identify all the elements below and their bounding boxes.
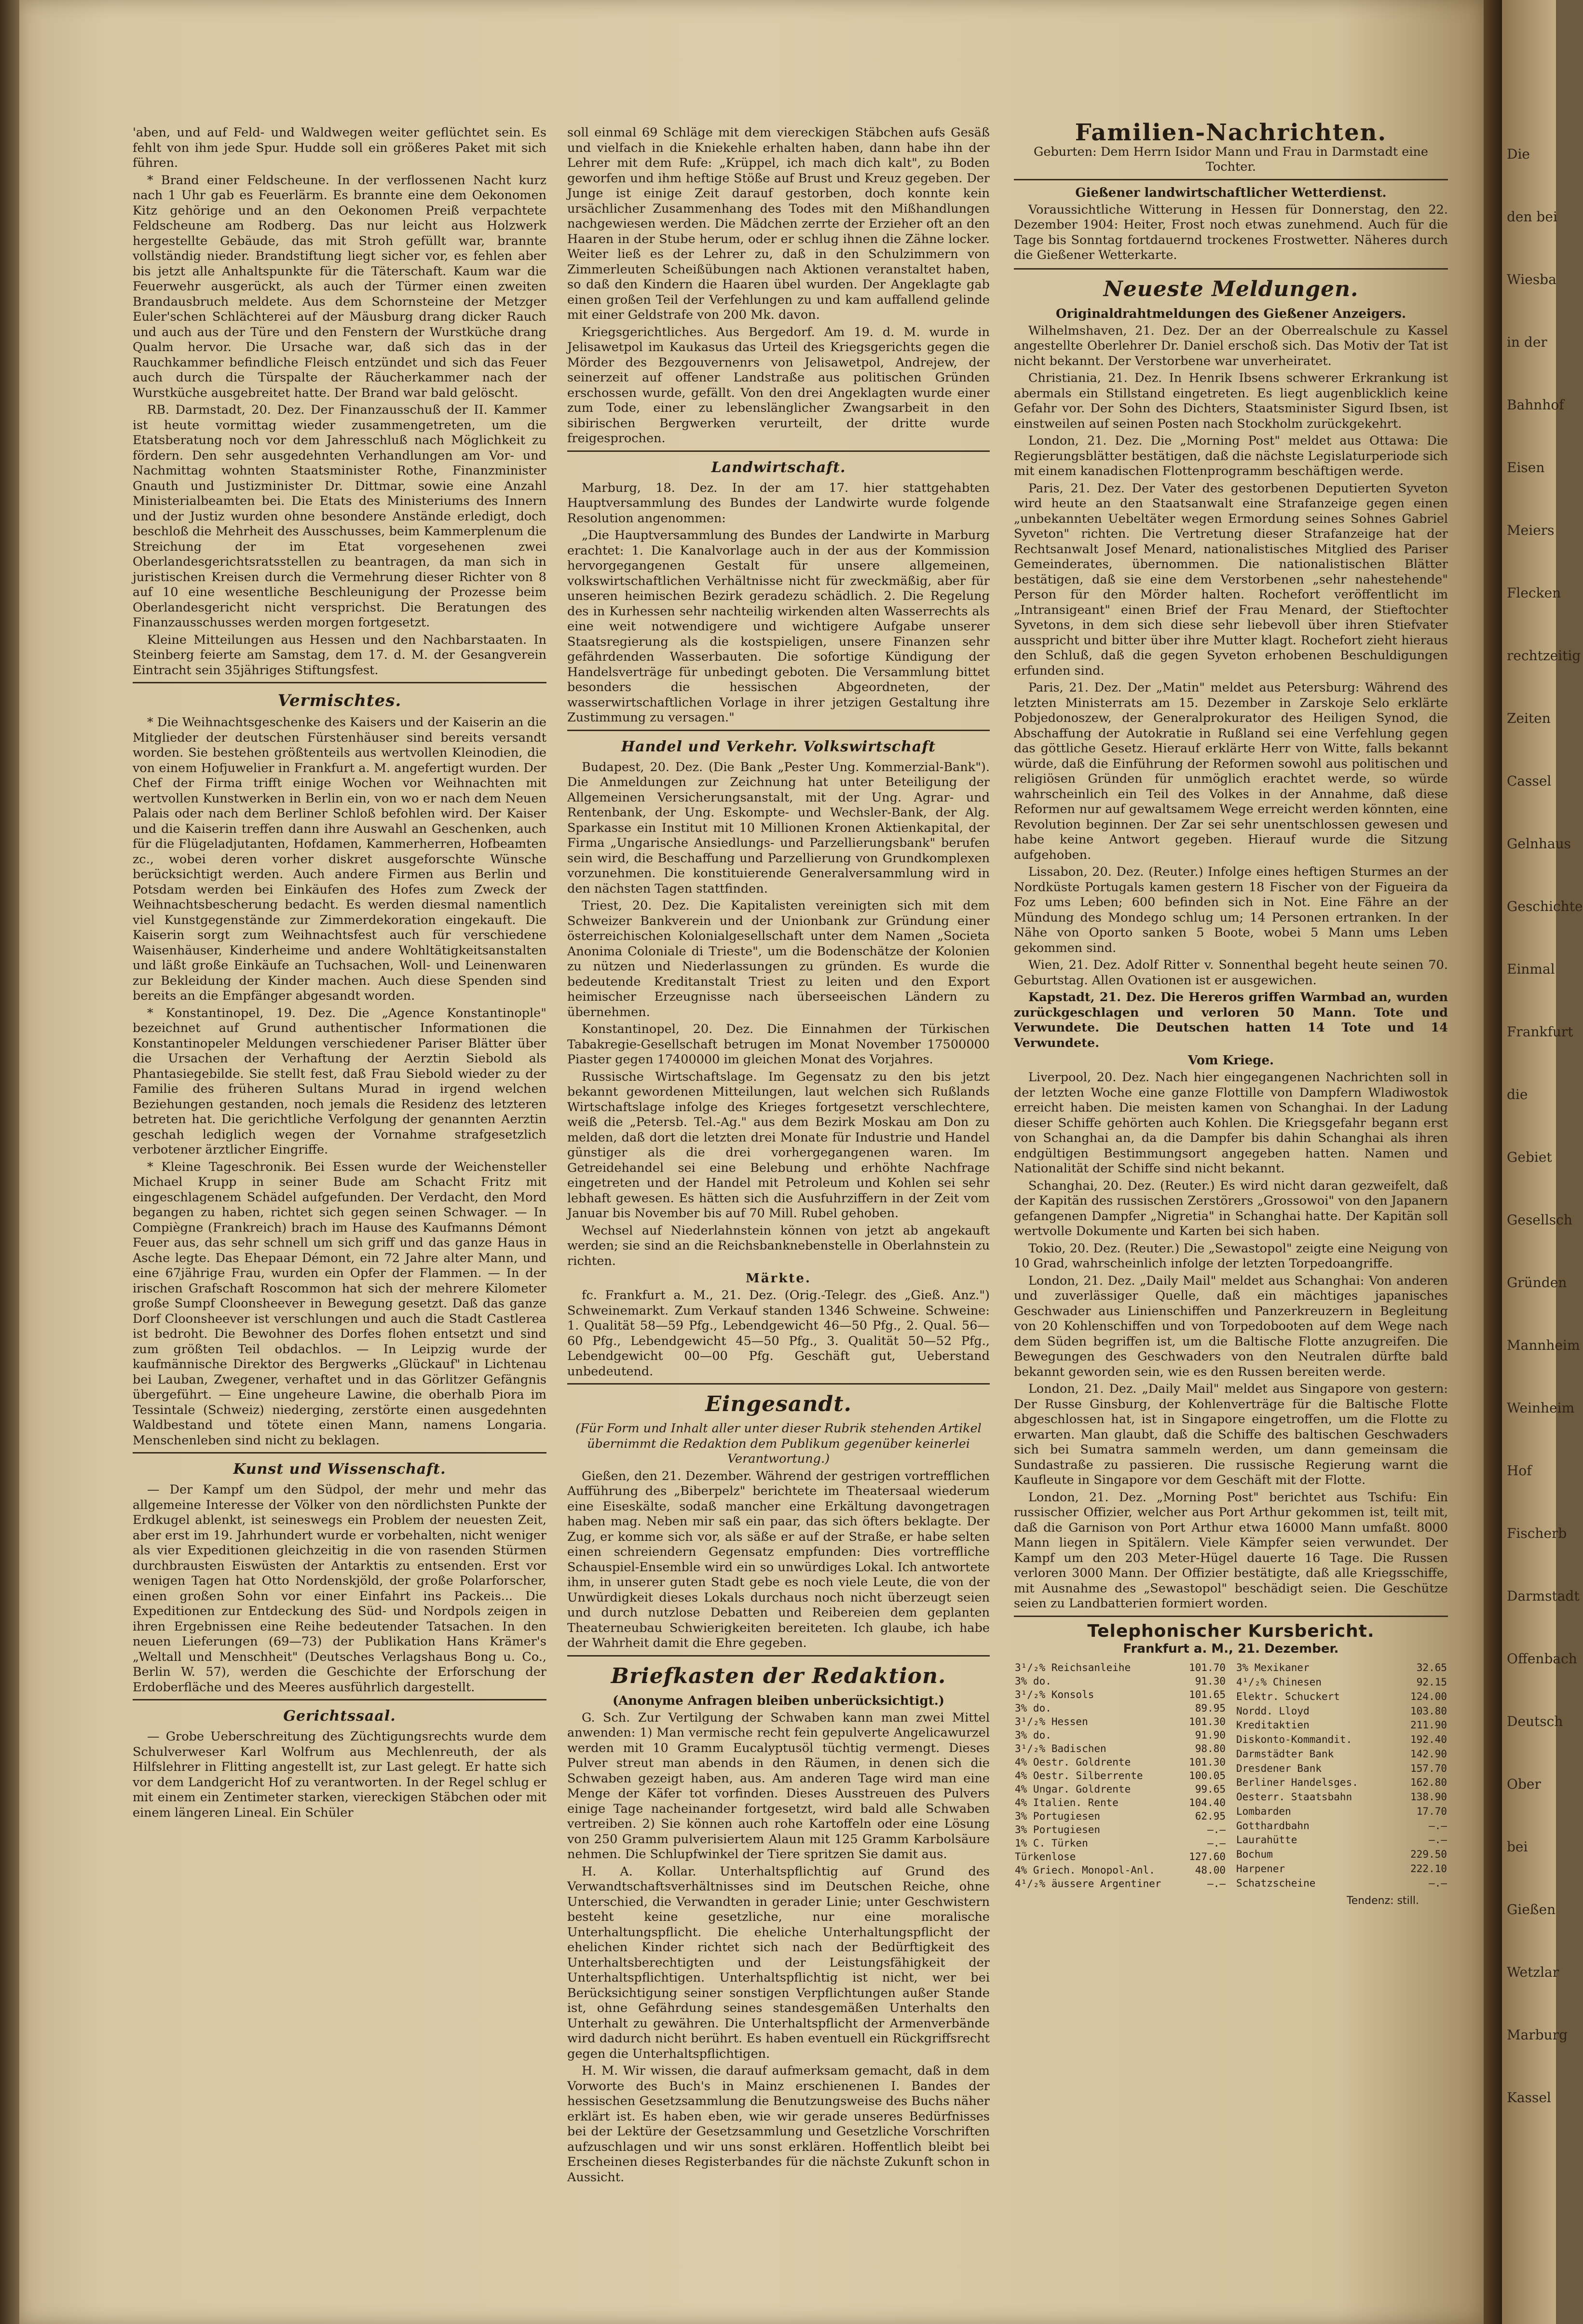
column-1 bbox=[133, 125, 546, 2286]
eingesandt-disclaimer: (Für Form und Inhalt aller unter dieser Rubrik stehenden Artikel übernimmt die Redaktion dem Publikum gegenüber keinerlei Verantwortung.) bbox=[575, 1421, 982, 1466]
news-paris-matin: Paris, 21. Dez. Der „Matin" meldet aus Petersburg: Während des letzten Ministerrats am 15. Dezember in Zarskoje Selo erklärte Pobjedonoszew, der Generalprokurator des Heiligen Synod, die Abschaffung der Autokratie in Rußland sei eine Verfehlung gegen das göttliche Gesetz. Hierauf erklärte Herr von Witte, falls bekannt würde, daß die Einführung der Reformen sowohl aus politischen und religiösen Gründen für unmöglich erachtet werde, so würde wahrscheinlich ein Teil des Volkes in der Annahme, daß diese Reformen nur auf gewaltsamem Wege erreicht werden könnten, eine Revolution beginnen. Der Zar sei sehr unentschlossen gewesen und habe keine Antwort gegeben. Hierauf wurde die Sitzung aufgehoben. bbox=[1014, 680, 1448, 862]
stock-name: Darmstädter Bank bbox=[1236, 1748, 1334, 1760]
stock-row bbox=[1235, 1661, 1448, 1675]
stock-row bbox=[1235, 1876, 1448, 1890]
article-marburg: Marburg, 18. Dez. In der am 17. hier stattgehabten Hauptversammlung des Bundes der Landwirte wurde folgende Resolution angenommen: bbox=[567, 480, 990, 526]
stock-name: 4% Oestr. Goldrente bbox=[1015, 1756, 1131, 1768]
stock-price: 92.15 bbox=[1416, 1676, 1447, 1688]
column-3 bbox=[1014, 119, 1448, 2286]
stock-price: 17.70 bbox=[1416, 1805, 1447, 1817]
stock-price: 48.00 bbox=[1195, 1864, 1226, 1876]
stock-row bbox=[1014, 1769, 1227, 1782]
stock-row bbox=[1014, 1728, 1227, 1742]
section-heading-gerichtssaal: Gerichtssaal. bbox=[283, 1708, 396, 1725]
article-kriegsgericht: Kriegsgerichtliches. Aus Bergedorf. Am 19. d. M. wurde in Jelisawetpol im Kaukasus das Urteil des Kriegsgerichts gegen die Mörder des Bezgouvernenrs von Jelisawetpol, Andrejew, der seinerzeit auf offener Landstraße aus politischen Gründen erschossen wurde, gefällt. Von den drei Angeklagten wurde einer zum Tode, einer zu lebenslänglicher Zwangsarbeit in den sibirischen Bergwerken verurteilt, der dritte wurde freigesprochen. bbox=[567, 325, 990, 446]
stock-name: Gotthardbahn bbox=[1236, 1820, 1310, 1832]
stock-price: 91.30 bbox=[1195, 1675, 1226, 1687]
adjacent-page-fragment: den bei bbox=[1507, 209, 1557, 225]
adjacent-page-fragment: Deutsch bbox=[1507, 1713, 1563, 1729]
news-lissabon: Lissabon, 20. Dez. (Reuter.) Infolge eines heftigen Sturmes an der Nordküste Portugals kamen gestern 18 Fischer von der Figueira da Foz ums Leben; 600 befinden sich in Not. Eine Fähre an der Mündung des Mondego schlug um; 14 Personen ertranken. In der Nähe von Oporto sanken 5 Boote, wobei 5 Mann ums Leben gekommen sind. bbox=[1014, 865, 1448, 955]
stock-row bbox=[1014, 1809, 1227, 1823]
news-london-ottawa: London, 21. Dez. Die „Morning Post" meldet aus Ottawa: Die Regierungsblätter bestätigen, daß die nächste Legislaturperiode sich mit einem kanadischen Flottenprogramm beschäftigen werde. bbox=[1014, 434, 1448, 478]
stock-row bbox=[1014, 1796, 1227, 1809]
stock-price: 142.90 bbox=[1410, 1748, 1447, 1760]
stock-name: 3% Mexikaner bbox=[1236, 1662, 1310, 1674]
stock-row bbox=[1014, 1755, 1227, 1769]
article-unterhalt: H. A. Kollar. Unterhaltspflichtig auf Grund des Verwandtschaftsverhältnisses sind im Deutschen Reiche, ohne Unterschied, die Verwandten in gerader Linie; unter Geschwistern besteht keine gesetzliche, nur eine moralische Unterhaltungspflicht. Die eheliche Unterhaltungspflicht der ehelichen Kinder richtet sich nach der Bedürftigkeit des Unterhaltsberechtigten und der Leistungsfähigkeit der Unterhaltspflichtigen. Unterhaltspflichtig ist nicht, wer bei Berücksichtigung seiner sonstigen Verpflichtungen außer Stande ist, ohne Gefährdung seines standesgemäßen Unterhalts den Unterhalt zu gewähren. Die Unterhaltspflicht der Armenverbände wird dadurch nicht berührt. Es haben eventuell ein Rückgriffsrecht gegen die Unterhaltspflichtigen. bbox=[567, 1864, 990, 2061]
article-budapest: Budapest, 20. Dez. (Die Bank „Pester Ung. Kommerzial-Bank"). Die Anmeldungen zur Zeichnung hat unter Beteiligung der Allgemeinen Versicherungsanstalt, mit der Ung. Agrar- und Rentenbank, der Ung. Eskompte- und Wechsler-Bank, der Alg. Sparkasse ein Institut mit 10 Millionen Kronen Aktienkapital, der Firma „Ungarische Ansiedlungs- und Parzellierungsbank" berufen sein wird, die Beschaffung und Parzellierung von Grundkomplexen vorzunehmen. Die konstituierende Generalversammlung wird in den nächsten Tagen stattfinden. bbox=[567, 760, 990, 896]
news-wilhelmshaven: Wilhelmshaven, 21. Dez. Der an der Oberrealschule zu Kassel angestellte Oberlehrer Dr. Daniel erschoß sich. Das Motiv der Tat ist nicht bekannt. Der Verstorbene war unverheiratet. bbox=[1014, 323, 1448, 368]
stock-price: 101.70 bbox=[1189, 1661, 1226, 1673]
adjacent-page-fragment: Kassel bbox=[1507, 2090, 1551, 2106]
stock-price: 104.40 bbox=[1189, 1796, 1226, 1808]
binding-shadow-left bbox=[0, 0, 19, 2324]
article-gesetzsammlung: H. M. Wir wissen, die darauf aufmerksam gemacht, daß in dem Vorworte des Buch's in Mainz erschienenen I. Bandes der hessischen Gesetzsammlung die Benutzungsweise des Buchs näher erklärt ist. Es haben eben, wie wir gerade unseres Bedürfnisses bei der Lektüre der Gesetzsammlung und Gesetzliche Vorschriften aufzuschlagen und wir uns sonst erklären. Hoffentlich bleibt bei Erscheinen dieses Registerbandes für die nächste Zukunft schon in Aussicht. bbox=[567, 2064, 990, 2185]
section-heading-maerkte: Märkte. bbox=[746, 1271, 811, 1286]
adjacent-page-fragment: Einmal bbox=[1507, 961, 1555, 977]
stock-row bbox=[1235, 1790, 1448, 1804]
adjacent-page-fragment: Gießen bbox=[1507, 1902, 1556, 1917]
stock-price: —.— bbox=[1429, 1834, 1447, 1846]
adjacent-page-fragment: Die bbox=[1507, 146, 1530, 162]
article-schwaben: G. Sch. Zur Vertilgung der Schwaben kann man zwei Mittel anwenden: 1) Man vermische recht fein gepulverte Angelicawurzel werden mit 10 Gramm Eucalyptusöl tüchtig vermengt. Dieses Pulver streut man abends in den Räumen, in denen sich die Schwaben gezeigt haben, aus. Am anderen Tage wird man eine Menge der Käfer tot vorfinden. Dieses Ausstreuen des Pulvers einige Tage nacheinander fortgesetzt, wird bald alle Schwaben vertreiben. 2) Sie können auch rohe Kartoffeln oder eine Lösung von 250 Gramm pulverisiertem Alaun mit 125 Gramm Karbolsäure nehmen. Die Schlupfwinkel der Tiere spritzen Sie damit aus. bbox=[567, 1710, 990, 1862]
article-suedpol: — Der Kampf um den Südpol, der mehr und mehr das allgemeine Interesse der Völker von den nördlichsten Punkte der Erdkugel ablenkt, ist seineswegs ein Problem der neuesten Zeit, aber erst im 19. Jahrhundert wurde er vorbehalten, nicht weniger als vier Expeditionen gleichzeitig in die von rasenden Stürmen durchbrausten Eiswüsten der Antarktis zu entsenden. Erst vor wenigen Tagen hat Otto Nordenskjöld, der große Polarforscher, einen großen Sohn vor einer Einfahrt ins Packeis... Die Expeditionen zur Entdeckung des Süd- und Nordpols zeigen in ihren Ergebnissen eine Reihe bedeutender Tatsachen. In den neuen Lieferungen (69—73) der Publikation Hans Krämer's „Weltall und Menschheit" (Deutsches Verlagshaus Bong u. Co., Berlin W. 57), werden die Geschichte der Erforschung der Erdoberfläche und des Meeres ausführlich dargestellt. bbox=[133, 1482, 546, 1695]
adjacent-page-fragment: Darmstadt bbox=[1507, 1588, 1580, 1604]
stock-report-dateline: Frankfurt a. M., 21. Dezember. bbox=[1123, 1642, 1339, 1656]
stock-row bbox=[1235, 1718, 1448, 1733]
news-kapstadt: Kapstadt, 21. Dez. Die Hereros griffen Warmbad an, wurden zurückgeschlagen und verloren 50 Mann. Tote und Verwundete. Die Deutschen hatten 14 Tote und 14 Verwundete. bbox=[1014, 990, 1448, 1050]
stock-name: 4¹/₂% Chinesen bbox=[1236, 1676, 1322, 1688]
article-triest: Triest, 20. Dez. Die Kapitalisten vereinigten sich mit dem Schweizer Bankverein und der Unionbank zur Gründung einer österreichischen Kolonialgesellschaft unter dem Namen „Societa Anonima Coloniale di Trieste", um die Bodenschätze der Kolonien zu nützen und Niederlassungen zu gründen. Es wurde die bedeutende Kreditanstalt Triest zu leiten und den Export heimischer Erzeugnisse nach überseeischen Ländern zu übernehmen. bbox=[567, 898, 990, 1019]
notice-geburten: Geburten: Dem Herrn Isidor Mann und Frau in Darmstadt eine Tochter. bbox=[1033, 144, 1429, 174]
stock-price: 100.05 bbox=[1189, 1769, 1226, 1781]
stock-name: 3% Portugiesen bbox=[1015, 1810, 1101, 1822]
stock-name: Oesterr. Staatsbahn bbox=[1236, 1791, 1352, 1803]
stock-name: Nordd. Lloyd bbox=[1236, 1705, 1310, 1717]
stock-name: 4¹/₂% äussere Argentiner bbox=[1015, 1877, 1161, 1889]
stock-report-table bbox=[1014, 1661, 1448, 1890]
divider bbox=[133, 1699, 546, 1700]
article-finanzausschuss: RB. Darmstadt, 20. Dez. Der Finanzausschuß der II. Kammer ist heute vormittag wieder zusammengetreten, um die Etatsberatung noch vor dem Jahresschluß nach Möglichkeit zu fördern. Den sehr ausgedehnten Verhandlungen am Vor- und Nachmittag wohnten Staatsminister Rothe, Finanzminister Gnauth und Justizminister Dr. Dittmar, sowie eine Anzahl Ministerialbeamten bei. Die Etats des Ministeriums des Innern und der Justiz wurden ohne besondere Anstände erledigt, doch beschloß die Mehrheit des Ausschusses, beim Kammerplenum die Streichung der im Etat vorgesehenen zwei Oberlandesgerichtsratsstellen zu beantragen, da man sich in juristischen Kreisen durch die Vermehrung dieser Richter von 8 auf 10 eine wesentliche Beschleunigung der Prozesse beim Oberlandesgericht nicht versprichst. Die Beratungen des Finanzausschusses werden morgen fortgesetzt. bbox=[133, 403, 546, 630]
stock-price: 124.00 bbox=[1410, 1690, 1447, 1702]
section-heading-eingesandt: Eingesandt. bbox=[705, 1392, 852, 1416]
section-heading-handel: Handel und Verkehr. Volkswirtschaft bbox=[621, 738, 936, 755]
stock-price: 62.95 bbox=[1195, 1810, 1226, 1822]
stock-row bbox=[1235, 1819, 1448, 1833]
divider bbox=[133, 1452, 546, 1454]
news-london-singapore: London, 21. Dez. „Daily Mail" meldet aus Singapore von gestern: Der Russe Ginsburg, der Kohlenverträge für die Baltische Flotte abgeschlossen hat, ist in Singapore eingetroffen, um die Flotte zu erwarten. Man glaubt, daß die Schiffe des baltischen Geschwaders sich bei Sumatra sammeln werden, um dann gemeinsam die Sundastraße zu passieren. Die russische Regierung warnt die Kaufleute in Singapore vor dem Geschäft mit der Flotte. bbox=[1014, 1382, 1448, 1487]
stock-price: 138.90 bbox=[1410, 1791, 1447, 1803]
news-schanghai: Schanghai, 20. Dez. (Reuter.) Es wird nicht daran gezweifelt, daß der Kapitän des russischen Zerstörers „Grossowoi" von den Japanern gefangenen Dampfer „Nigretia" in Schanghai hatte. Der Kapitän soll wertvolle Dokumente und Karten bei sich haben. bbox=[1014, 1178, 1448, 1238]
column-2 bbox=[567, 125, 990, 2286]
stock-price: 157.70 bbox=[1410, 1762, 1447, 1774]
stock-name: Elektr. Schuckert bbox=[1236, 1690, 1340, 1702]
stock-name: 4% Ungar. Goldrente bbox=[1015, 1783, 1131, 1795]
adjacent-page-fragment: Cassel bbox=[1507, 773, 1552, 789]
section-heading-landwirtschaft: Landwirtschaft. bbox=[711, 459, 846, 476]
adjacent-page-fragment: Offenbach bbox=[1507, 1651, 1577, 1667]
stock-name: 4% Italien. Rente bbox=[1015, 1796, 1119, 1808]
article-tageschronik: * Kleine Tageschronik. Bei Essen wurde der Weichensteller Michael Krupp in seiner Bude am Schacht Fritz mit eingeschlagenem Schädel aufgefunden. Der Verdacht, den Mord begangen zu haben, richtet sich gegen seinen Schwager. — In Compiègne (Frankreich) brach im Hause des Kaufmanns Démont Feuer aus, das sehr schnell um sich griff und das ganze Haus in Asche legte. Das Ehepaar Démont, ein 72 Jahre alter Mann, und eine 67jährige Frau, wurden ein Opfer der Flammen. — In der irischen Grafschaft Roscommon hat sich der mehrere Kilometer große Sumpf Cloonsheever in Bewegung gesetzt. Daß das ganze Dorf Cloonsheever ist verschlungen und auch die Stadt Castlerea ist bedroht. Die Bewohner des Dorfes flohen entsetzt und sind zum größten Teil obdachlos. — In Leipzig wurde der kaufmännische Direktor des Bergwerks „Glückauf" in Lichtenau bei Lauban, Zwegener, verhaftet und in das Görlitzer Gefängnis übergeführt. — Eine ungeheure Lawine, die oberhalb Piora im Tessintale (Schweiz) niederging, zerstörte einen ausgedehnten Waldbestand und tötete einen Mann, namens Longaria. Menschenleben sind nicht zu beklagen. bbox=[133, 1159, 546, 1448]
stock-row bbox=[1235, 1732, 1448, 1747]
news-tokio: Tokio, 20. Dez. (Reuter.) Die „Sewastopol" zeigte eine Neigung von 10 Grad, wahrscheinlich infolge der letzten Torpedoangriffe. bbox=[1014, 1241, 1448, 1271]
stock-name: 3¹/₂% Reichsanleihe bbox=[1015, 1661, 1131, 1673]
stock-price: 211.90 bbox=[1410, 1719, 1447, 1731]
divider bbox=[567, 1383, 990, 1385]
article-konstantinopel-tabak: Konstantinopel, 20. Dez. Die Einnahmen der Türkischen Tabakregie-Gesellschaft betrugen im Monat November 17500000 Piaster gegen 17400000 im gleichen Monat des Vorjahres. bbox=[567, 1022, 990, 1067]
section-heading-kunst: Kunst und Wissenschaft. bbox=[233, 1461, 446, 1478]
article-kleine-mitteilungen: Kleine Mitteilungen aus Hessen und den Nachbarstaaten. In Steinberg feierte am Samstag, dem 17. d. M. der Gesangverein Eintracht sein 35jähriges Stiftungsfest. bbox=[133, 632, 546, 678]
stock-tendency: Tendenz: still. bbox=[1347, 1894, 1419, 1907]
neueste-subtitle: Originaldrahtmeldungen des Gießener Anzeigers. bbox=[1055, 306, 1406, 321]
stock-name: Türkenlose bbox=[1015, 1850, 1076, 1862]
adjacent-page-fragment: Ober bbox=[1507, 1776, 1541, 1792]
stock-price: 192.40 bbox=[1410, 1734, 1447, 1746]
stock-report-heading: Telephonischer Kursbericht. bbox=[1087, 1621, 1375, 1641]
stock-name: 3% do. bbox=[1015, 1675, 1051, 1687]
news-london-daily-mail: London, 21. Dez. „Daily Mail" meldet aus Schanghai: Von anderen und zuverlässiger Quelle, daß ein mächtiges japanisches Geschwader aus Linienschiffen und Panzerkreuzern in Begleitung von 20 Kohlenschiffen und von Torpedobooten auf dem Wege nach dem Süden begriffen ist, um die Baltische Flotte anzugreifen. Die Bewegungen des Geschwaders von den Neutralen dürfte bald bekannt geworden sein, wie es den Russen bereiten werde. bbox=[1014, 1273, 1448, 1379]
adjacent-page-fragment: Mannheim bbox=[1507, 1337, 1580, 1353]
stock-price: 127.60 bbox=[1189, 1850, 1226, 1862]
stock-row bbox=[1235, 1862, 1448, 1876]
stock-row bbox=[1014, 1715, 1227, 1728]
stock-price: 98.80 bbox=[1195, 1742, 1226, 1754]
adjacent-page-fragment: Fischerb bbox=[1507, 1525, 1567, 1541]
news-london-tschifu: London, 21. Dez. „Morning Post" berichtet aus Tschifu: Ein russischer Offizier, welcher aus Port Arthur gekommen ist, teilt mit, daß die Garnison von Port Arthur etwa 16000 Mann umfaßt. 8000 Mann liegen in Spitälern. Viele Kämpfer seien verwundet. Der Kampf um den 203 Meter-Hügel dauerte 16 Tage. Die Russen verloren 3000 Mann. Der Offizier bestätigte, daß alle Kriegsschiffe, mit Ausnahme des „Sewastopol" beschädigt seien. Die Geschütze seien zu Landbatterien formiert worden. bbox=[1014, 1490, 1448, 1611]
stock-name: Bochum bbox=[1236, 1848, 1273, 1861]
article-zuechtigung-cont: soll einmal 69 Schläge mit dem viereckigen Stäbchen aufs Gesäß und vielfach in die Kniekehle erhalten haben, dann habe ihn der Lehrer mit dem Rufe: „Krüppel, ich mach dich kalt", zu Boden geworfen und ihm heftige Stöße auf Brust und Kreuz gegeben. Der Junge ist einige Zeit darauf gestorben, doch konnte kein ursächlicher Zusammenhang des Todes mit den Mißhandlungen nachgewiesen werden. Die Mädchen zerrte der Erzieher oft an den Haaren in der Stube herum, oder er schlug ihnen die Zähne locker. Weiter ließ es der Lehrer zu, daß in den Schulzimmern von Zimmerleuten Scheißübungen nach Aktionen veranstaltet haben, so daß den Kindern die Haaren übel wurden. Der Angeklagte gab einen großen Teil der Verfehlungen zu und kam auffallend gelinde mit einer Geldstrafe von 200 Mk. davon. bbox=[567, 125, 990, 322]
adjacent-page-fragment: Gelnhaus bbox=[1507, 836, 1571, 852]
stock-price: 101.30 bbox=[1189, 1715, 1226, 1727]
weather-box bbox=[1014, 179, 1448, 270]
news-paris-syveton: Paris, 21. Dez. Der Vater des gestorbenen Deputierten Syveton wird heute an den Staatsanwalt eine Strafanzeige gegen einen „unbekannten Uebeltäter wegen Ermordung seines Sohnes Gabriel Syveton" richten. Die Vertretung dieser Strafanzeige hat der Rechtsanwalt Josef Menard, nationalistisches Mitglied des Pariser Gemeinderates, übernommen. Die nationalistischen Blätter bestätigen, daß sie eine dem Verstorbenen „sehr nahestehende" Person für den Mörder halten. Rochefort veröffentlicht im „Intransigeant" einen Brief der Frau Menard, der Stieftochter Syvetons, in dem sich diese sehr liebevoll über ihren Stiefvater ausspricht und bitter über ihre Mutter klagt. Rochefort zieht hieraus den Schluß, daß die gegen Syveton erhobenen Beschuldigungen erfunden sind. bbox=[1014, 481, 1448, 678]
article-zuechtigung: — Grobe Ueberschreitung des Züchtigungsrechts wurde dem Schulverweser Karl Wolfrum aus Mechlenreuth, der als Hilfslehrer in Flitting angestellt ist, zur Last gelegt. Er hatte sich vor dem Landgericht Hof zu verantworten. In der Regel schlug er mit einem ein Zentimeter starken, viereckigen Stäbchen oder mit einem längeren Lineal. Ein Schüler bbox=[133, 1729, 546, 1820]
adjacent-page-fragment: Gründen bbox=[1507, 1275, 1567, 1291]
adjacent-page-fragment: Gesellsch bbox=[1507, 1212, 1572, 1228]
stock-row bbox=[1014, 1782, 1227, 1796]
stock-name: 1% C. Türken bbox=[1015, 1837, 1088, 1849]
divider bbox=[567, 730, 990, 731]
stock-price: —.— bbox=[1207, 1823, 1226, 1835]
adjacent-page-fragment: Eisen bbox=[1507, 460, 1545, 476]
stock-row bbox=[1014, 1661, 1227, 1674]
stock-price: —.— bbox=[1207, 1877, 1226, 1889]
stock-row bbox=[1235, 1776, 1448, 1790]
adjacent-page-fragment: Wiesba bbox=[1507, 272, 1556, 287]
stock-name: 3% do. bbox=[1015, 1702, 1051, 1714]
stock-price: 91.90 bbox=[1195, 1729, 1226, 1741]
weather-forecast: Voraussichtliche Witterung in Hessen für Donnerstag, den 22. Dezember 1904: Heiter, Frost noch etwas zunehmend. Auch für die Tage bis Sonntag fortdauernd trockenes Frostwetter. Näheres durch die Gießener Wetterkarte. bbox=[1014, 202, 1448, 262]
stock-row bbox=[1014, 1877, 1227, 1890]
stock-price: —.— bbox=[1429, 1877, 1447, 1889]
article-resolution: „Die Hauptversammlung des Bundes der Landwirte in Marburg erachtet: 1. Die Kanalvorlage auch in der aus der Kommission hervorgegangenen Gestalt für unsere allgemeinen, volkswirtschaftlichen Verhältnisse nicht für zweckmäßig, aber für unseren heimischen Bezirk geradezu schädlich. 2. Die Regelung des in Kurhessen sehr nachteilig wirkenden alten Wasserrechts als eine weit notwendigere und wichtigere Aufgabe unserer Staatsregierung als die kostspieligen, unsere Finanzen sehr gefährdenden Wasserbauten. Die sofortige Kündigung der Handelsverträge für unbedingt geboten. Die Versammlung bittet besonders die hessischen Abgeordneten, der wasserwirtschaftlichen Vorlage in ihrer jetzigen Gestaltung ihre Zustimmung zu versagen." bbox=[567, 528, 990, 725]
stock-row bbox=[1235, 1747, 1448, 1761]
stock-name: 4% Griech. Monopol-Anl. bbox=[1015, 1864, 1155, 1876]
adjacent-page-fragment: Weinheim bbox=[1507, 1400, 1575, 1416]
briefkasten-subtitle: (Anonyme Anfragen bleiben unberücksichtigt.) bbox=[612, 1693, 945, 1708]
stock-row bbox=[1014, 1674, 1227, 1688]
divider bbox=[1014, 1616, 1448, 1617]
adjacent-page-fragment: in der bbox=[1507, 334, 1547, 350]
stock-price: 89.95 bbox=[1195, 1702, 1226, 1714]
stock-name: Dresdener Bank bbox=[1236, 1762, 1322, 1774]
adjacent-page-fragment: rechtzeitig bbox=[1507, 648, 1581, 664]
stock-row bbox=[1235, 1833, 1448, 1848]
adjacent-page-fragment: Zeiten bbox=[1507, 710, 1551, 726]
section-heading-krieg: Vom Kriege. bbox=[1187, 1053, 1274, 1068]
adjacent-page-fragment: Meiers bbox=[1507, 522, 1555, 538]
newspaper-page bbox=[19, 0, 1484, 2324]
stock-price: 229.50 bbox=[1410, 1848, 1447, 1861]
stock-row bbox=[1235, 1689, 1448, 1704]
article-konstantinopel: * Konstantinopel, 19. Dez. Die „Agence Konstantinople" bezeichnet auf Grund authentischer Informationen die Konstantinopeler Meldungen verschiedener Pariser Blätter über die Ursachen der Verhaftung der Aerztin Siebold als Phantasiegebilde. Sie stellt fest, daß Frau Siebold wieder zu der Familie des früheren Sultans Murad in irgend welchen Beziehungen gestanden, noch jemals die Residenz des letzteren betreten hat. Die gerichtliche Verfolgung der genannten Aerztin geschah lediglich wegen der Vornahme strafgesetzlich verbotener ärztlicher Eingriffe. bbox=[133, 1006, 546, 1157]
article-theater: Gießen, den 21. Dezember. Während der gestrigen vortrefflichen Aufführung des „Biberpelz" berichtete im Theatersaal wiederum eine Eiseskälte, sodaß mancher eine Erkältung davongetragen haben mag. Neben mir saß ein paar, das sich öfters beklagte. Der Zug, er komme sich vor, als säße er auf der Straße, er habe selten einen schreiendern Gegensatz empfunden: Dies vortreffliche Schauspiel-Ensemble wird ein so unwürdiges Lokal. Ich antwortete ihm, in unserer guten Stadt gebe es noch viele Leute, die von der Unwürdigkeit dieses Lokals durchaus noch nicht überzeugt seien und durch nutzlose Debatten und Reibereien dem geplanten Theaterneubau Schwierigkeiten bereiteten. Ich glaube, ich habe der Wahrheit damit die Ehre gegeben. bbox=[567, 1468, 990, 1650]
stock-name: Berliner Handelsges. bbox=[1236, 1777, 1358, 1789]
stock-row bbox=[1014, 1863, 1227, 1877]
stock-row bbox=[1235, 1704, 1448, 1718]
stock-price: —.— bbox=[1207, 1837, 1226, 1849]
adjacent-page-fragment: die bbox=[1507, 1087, 1528, 1102]
adjacent-page-fragment: Frankfurt bbox=[1507, 1024, 1573, 1040]
stock-row bbox=[1014, 1742, 1227, 1755]
stock-name: 3¹/₂% Konsols bbox=[1015, 1688, 1094, 1700]
stock-price: 103.80 bbox=[1410, 1705, 1447, 1717]
article-feldscheune: * Brand einer Feldscheune. In der verflossenen Nacht kurz nach 1 Uhr gab es Feuerlärm. Es brannte eine dem Oekonomen Kitz gehörige und an den Oekonomen Preiß verpachtete Feldscheune am Rodberg. Das nur leicht aus Holzwerk hergestellte Gebäude, das mit Stroh gefüllt war, brannte vollständig nieder. Brandstiftung liegt sicher vor, es fehlen aber bis jetzt alle Anhaltspunkte für die Täterschaft. Kaum war die Feuerwehr ausgerückt, als auch der Türmer einen zweiten Brandausbruch meldete. Aus dem Schornsteine der Metzger Euler'schen Schlächterei auf der Mäusburg drang dicker Rauch und auch aus der Türe und den Fenstern der Wurstküche drang Qualm hervor. Die Ursache war, daß sich das in der Rauchkammer befindliche Fleisch entzündet und sich das Feuer auch durch die Türspalte der Räucherkammer nach der Wurstküche ausgebreitet hatte. Der Brand war bald gelöscht. bbox=[133, 173, 546, 400]
stock-table-left bbox=[1014, 1661, 1227, 1890]
section-heading-neueste: Neueste Meldungen. bbox=[1103, 276, 1359, 301]
stock-name: 3¹/₂% Hessen bbox=[1015, 1715, 1088, 1727]
stock-row bbox=[1235, 1847, 1448, 1862]
adjacent-page-fragment: Wetzlar bbox=[1507, 1964, 1559, 1980]
section-heading-familien: Familien-Nachrichten. bbox=[1075, 119, 1387, 146]
article-russische-wirtschaft: Russische Wirtschaftslage. Im Gegensatz zu den bis jetzt bekannt gewordenen Mitteilungen, laut welchen sich Rußlands Wirtschaftslage infolge des Krieges fortgesetzt verschlechtere, weiß die „Petersb. Tel.-Ag." aus dem Bezirk Moskau am Don zu melden, daß dort die letzten drei Monate für Industrie und Handel günstiger als die drei vorhergegangenen waren. Im Getreidehandel sei eine Belebung und erhöhte Nachfrage eingetreten und der Handel mit Petroleum und Kohlen sei sehr lebhaft gewesen. Es hätten sich die Ausfuhrziffern in der Zeit vom Januar bis November bis auf 70 Mill. Rubel gehoben. bbox=[567, 1069, 990, 1221]
article-continuation: 'aben, und auf Feld- und Waldwegen weiter geflüchtet sein. Es fehlt von ihm jede Spur. Hudde soll ein größeres Paket mit sich führen. bbox=[133, 125, 546, 170]
stock-name: Harpener bbox=[1236, 1862, 1285, 1875]
stock-row bbox=[1014, 1850, 1227, 1863]
stock-name: 3¹/₂% Badischen bbox=[1015, 1742, 1106, 1754]
stock-name: Kreditaktien bbox=[1236, 1719, 1310, 1731]
adjacent-page-fragment: Geschichte bbox=[1507, 898, 1583, 914]
stock-row bbox=[1014, 1823, 1227, 1836]
binding-spine bbox=[1484, 0, 1502, 2324]
adjacent-page-fragment: Marburg bbox=[1507, 2027, 1568, 2043]
news-christiania: Christiania, 21. Dez. In Henrik Ibsens schwerer Erkrankung ist abermals ein Stillstand eingetreten. Es liegt augenblicklich keine Gefahr vor. Der Sohn des Dichters, Staatsminister Sigurd Ibsen, ist einstweilen auf seinen Posten nach Stockholm zurückgekehrt. bbox=[1014, 371, 1448, 431]
divider bbox=[133, 682, 546, 683]
stock-row bbox=[1014, 1701, 1227, 1715]
stock-name: Diskonto-Kommandit. bbox=[1236, 1734, 1352, 1746]
section-heading-vermischtes: Vermischtes. bbox=[277, 691, 402, 710]
stock-name: Laurahütte bbox=[1236, 1834, 1297, 1846]
stock-price: 101.65 bbox=[1189, 1688, 1226, 1700]
stock-price: 99.65 bbox=[1195, 1783, 1226, 1795]
stock-name: 4% Oestr. Silberrente bbox=[1015, 1769, 1143, 1781]
adjacent-page-fragment: bei bbox=[1507, 1839, 1528, 1855]
weather-heading: Gießener landwirtschaftlicher Wetterdienst. bbox=[1075, 185, 1387, 200]
stock-name: Schatzscheine bbox=[1236, 1877, 1316, 1889]
divider bbox=[567, 1655, 990, 1657]
divider bbox=[567, 450, 990, 452]
section-heading-briefkasten: Briefkasten der Redaktion. bbox=[611, 1663, 946, 1688]
adjacent-page-fragment: Hof bbox=[1507, 1463, 1532, 1479]
stock-row bbox=[1014, 1836, 1227, 1850]
stock-name: Lombarden bbox=[1236, 1805, 1291, 1817]
stock-price: 32.65 bbox=[1416, 1662, 1447, 1674]
article-wechsel: Wechsel auf Niederlahnstein können von jetzt ab angekauft werden; sie sind an die Reichsbanknebenstelle in Oberlahnstein zu richten. bbox=[567, 1223, 990, 1268]
stock-price: 162.80 bbox=[1410, 1777, 1447, 1789]
stock-name: 3% Portugiesen bbox=[1015, 1823, 1101, 1835]
stock-row bbox=[1235, 1804, 1448, 1819]
article-schweinemarkt: fc. Frankfurt a. M., 21. Dez. (Orig.-Telegr. des „Gieß. Anz.") Schweinemarkt. Zum Verkauf standen 1346 Schweine. Schweine: 1. Qualität 58—59 Pfg., Lebendgewicht 46—50 Pfg., 2. Qual. 56—60 Pfg., Lebendgewicht 45—50 Pfg., 3. Qualität 50—52 Pfg., Lebendgewicht 00—00 Pfg. Geschäft gut, Ueberstand unbedeutend. bbox=[567, 1288, 990, 1379]
stock-price: 222.10 bbox=[1410, 1862, 1447, 1875]
adjacent-page-fragment: Gebiet bbox=[1507, 1149, 1552, 1165]
stock-table-right bbox=[1235, 1661, 1448, 1890]
stock-price: —.— bbox=[1429, 1820, 1447, 1832]
adjacent-page-fragment: Flecken bbox=[1507, 585, 1561, 601]
adjacent-page-fragment: Bahnhof bbox=[1507, 397, 1564, 413]
article-weihnachtsgeschenke: * Die Weihnachtsgeschenke des Kaisers und der Kaiserin an die Mitglieder der deutschen Fürstenhäuser sind bereits versandt worden. Sie bestehen größtenteils aus wertvollen Kleinodien, die von einem Hofjuwelier in Frankfurt a. M. angefertigt wurden. Der Chef der Firma trifft einige Wochen vor Weihnachten mit wertvollen Kunstwerken in Berlin ein, von wo er nach dem Neuen Palais oder nach dem Berliner Schloß befohlen wird. Der Kaiser und die Kaiserin treffen dann ihre Auswahl an Geschenken, auch für die Flügeladjutanten, Hofdamen, Kammerherren, Hofbeamten zc., wobei deren vorher diskret ausgeforschte Wünsche berücksichtigt werden. Auch andere Firmen aus Berlin und Potsdam werden bei Einkäufen des Hofes zum Zweck der Weihnachtsbescherung bedacht. Es werden diesmal namentlich viel Kunstgegenstände zur Zimmerdekoration eingekauft. Die Kaiserin sorgt zum Weihnachtsfest auch für verschiedene Waisenhäuser, Kinderheime und andere Wohltätigkeitsanstalten und läßt große Einkäufe an Tuchsachen, Woll- und Leinenwaren zur Bekleidung der Kinder machen. Auch diese Spenden sind bereits an die Empfänger abgesandt worden. bbox=[133, 715, 546, 1003]
news-liverpool: Liverpool, 20. Dez. Nach hier eingegangenen Nachrichten soll in der letzten Woche eine ganze Flottille von Dampfern Wladiwostok erreicht haben. Die meisten kamen von Schanghai. In der Ladung dieser Schiffe gehörten auch Kohlen. Die Kriegsgefahr begann erst von Schanghai an, da die Dampfer bis dahin Schanghai als ihren endgültigen Bestimmungsort angegeben hatten. Namen und Nationalität der Schiffe sind nicht bekannt. bbox=[1014, 1070, 1448, 1176]
stock-row bbox=[1235, 1675, 1448, 1689]
news-wien: Wien, 21. Dez. Adolf Ritter v. Sonnenthal begeht heute seinen 70. Geburtstag. Allen Ovationen ist er ausgewichen. bbox=[1014, 958, 1448, 988]
adjacent-page-edge bbox=[1502, 0, 1583, 2324]
stock-row bbox=[1235, 1761, 1448, 1776]
stock-name: 3% do. bbox=[1015, 1729, 1051, 1741]
stock-price: 101.30 bbox=[1189, 1756, 1226, 1768]
stock-row bbox=[1014, 1688, 1227, 1701]
